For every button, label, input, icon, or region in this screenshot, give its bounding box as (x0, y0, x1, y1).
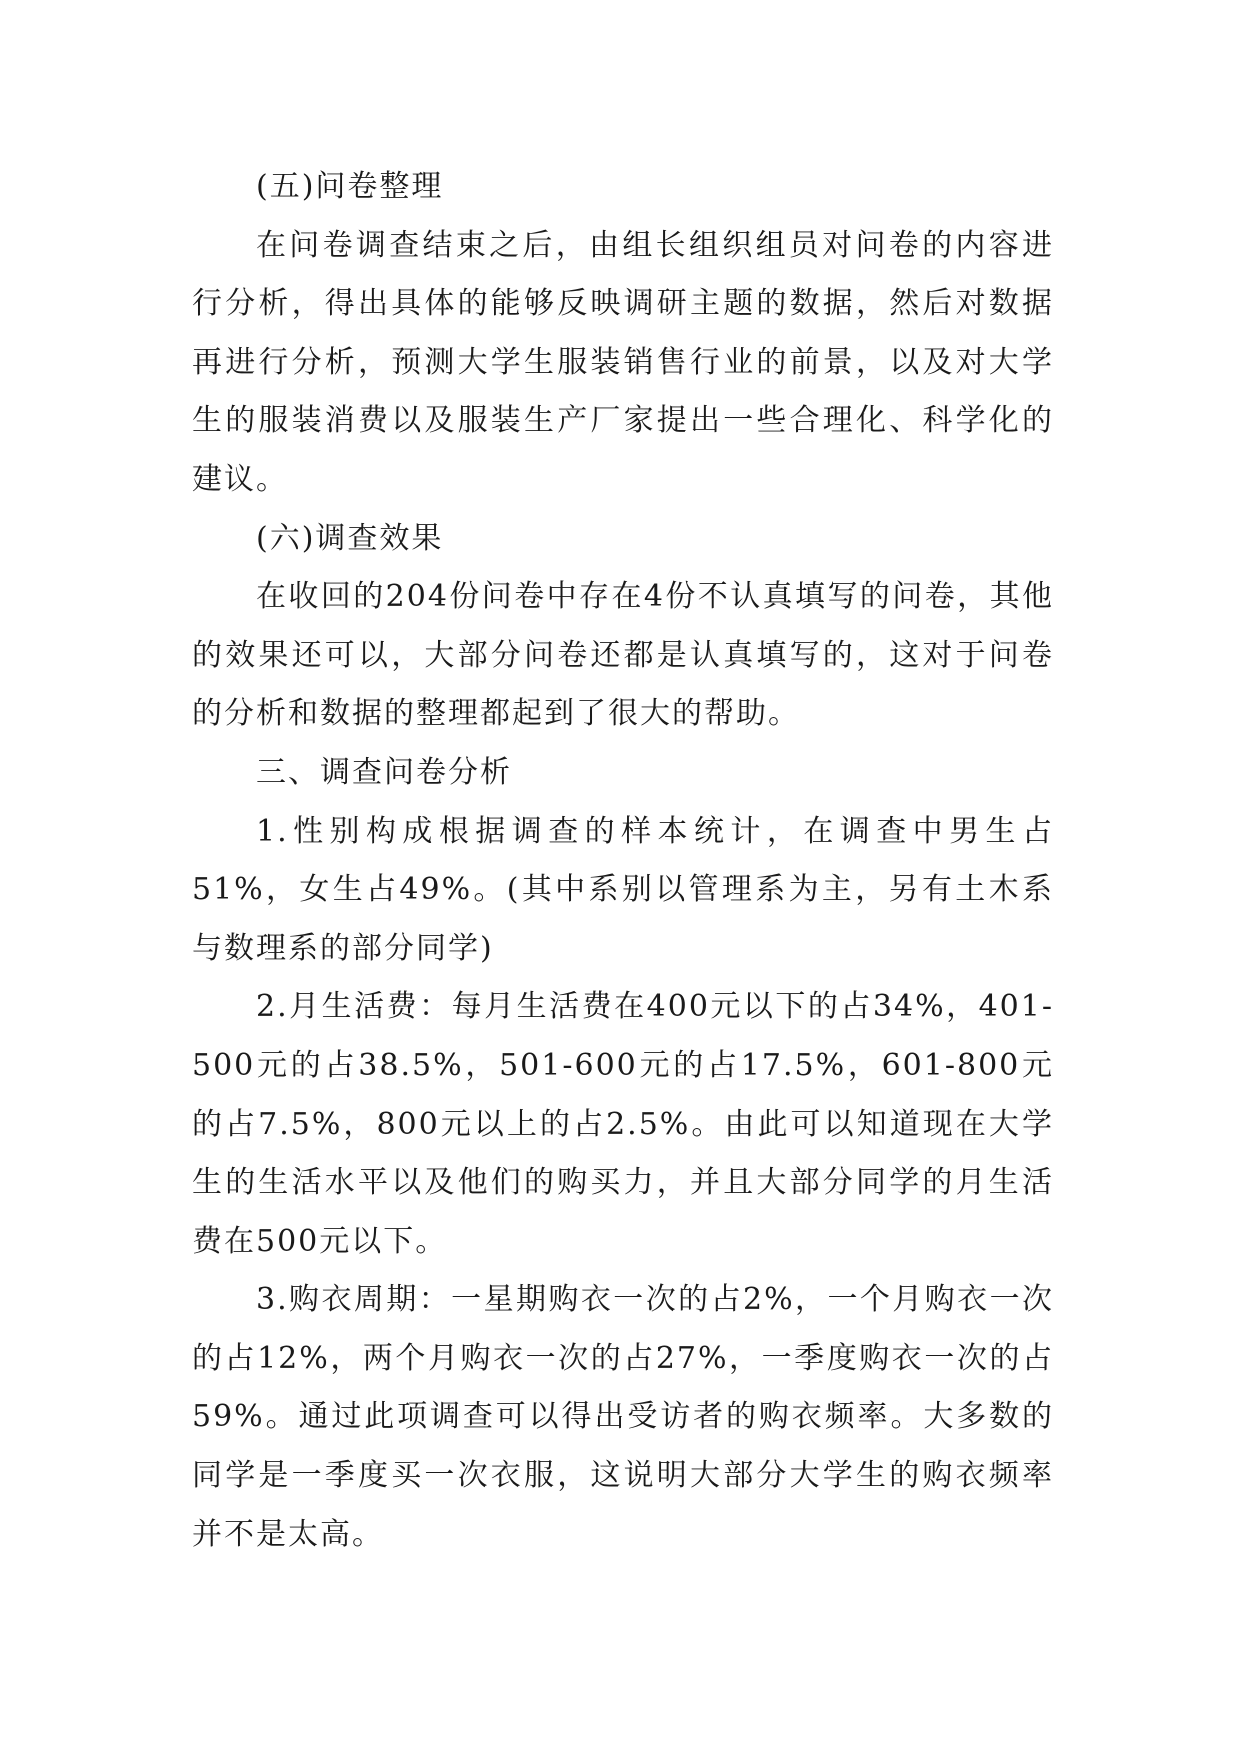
section-heading-questionnaire-analysis: 三、调查问卷分析 (256, 754, 512, 790)
section-heading-questionnaire-sorting: (五)问卷整理 (256, 169, 444, 204)
document-page (192, 158, 1054, 1564)
paragraph-living-expenses: 2.月生活费：每月生活费在400元以下的占34%，401-500元的占38.5%，501-600元的占17.5%，601-800元的占7.5%，800元以上的占2.5%。由此可以知道现在大学生的生活水平以及他们的购买力，并且大部分同学的月生活费在500元以下。 (192, 989, 1054, 1259)
section-heading-survey-effect: (六)调查效果 (256, 520, 444, 556)
paragraph-survey-effect: 在收回的204份问卷中存在4份不认真填写的问卷，其他的效果还可以，大部分问卷还都是认真填写的，这对于问卷的分析和数据的整理都起到了很大的帮助。 (192, 579, 1054, 732)
paragraph-purchase-cycle: 3.购衣周期：一星期购衣一次的占2%，一个月购衣一次的占12%，两个月购衣一次的占27%，一季度购衣一次的占59%。通过此项调查可以得出受访者的购衣频率。大多数的同学是一季度买一次衣服，这说明大部分大学生的购衣频率并不是太高。 (192, 1282, 1054, 1552)
paragraph-questionnaire-sorting: 在问卷调查结束之后，由组长组织组员对问卷的内容进行分析，得出具体的能够反映调研主题的数据，然后对数据再进行分析，预测大学生服装销售行业的前景，以及对大学生的服装消费以及服装生产厂家提出一些合理化、科学化的建议。 (192, 227, 1054, 497)
paragraph-gender: 1.性别构成根据调查的样本统计，在调查中男生占51%，女生占49%。(其中系别以管理系为主，另有土木系与数理系的部分同学) (192, 813, 1054, 966)
